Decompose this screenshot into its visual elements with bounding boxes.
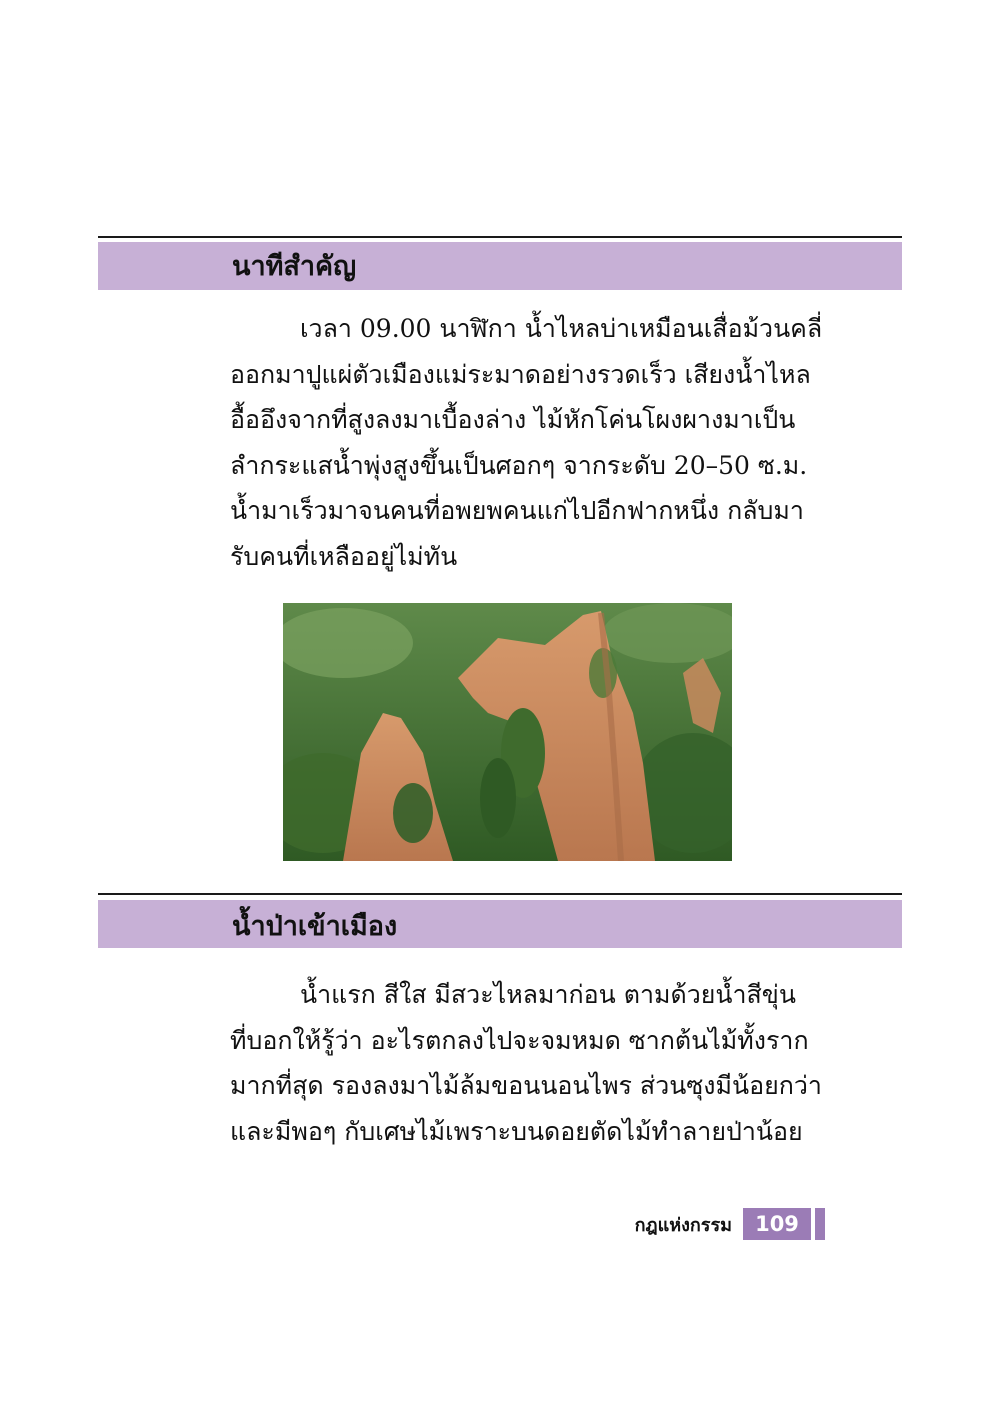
page-number: 109 [743,1208,811,1240]
section-rule [98,236,902,238]
paragraph-line: ลำกระแสน้ำพุ่งสูงขึ้นเป็นศอกๆ จากระดับ 20–50 ซ.ม. [230,450,808,480]
paragraph-line: มากที่สุด รองลงมาไม้ล้มขอนนอนไพร ส่วนซุงมีน้อยกว่า [230,1071,822,1100]
section-heading-band [98,900,902,948]
paragraph-line: น้ำมาเร็วมาจนคนที่อพยพคนแก่ไปอีกฟากหนึ่ง กลับมา [230,496,804,525]
paragraph-line: ออกมาปูแผ่ตัวเมืองแม่ระมาดอย่างรวดเร็ว เสียงน้ำไหล [230,359,811,389]
section-heading: น้ำป่าเข้าเมือง [232,911,398,942]
paragraph-line: น้ำแรก สีใส มีสวะไหลมาก่อน ตามด้วยน้ำสีขุ่น [300,980,796,1009]
paragraph-line: ที่บอกให้รู้ว่า อะไรตกลงไปจะจมหมด ซากต้นไม้ทั้งราก [230,1025,809,1055]
page-number-bar [815,1208,825,1240]
section-heading: นาทีสำคัญ [232,251,357,282]
book-title: กฎแห่งกรรม [634,1215,732,1236]
body-paragraph [230,972,822,1154]
body-paragraph [230,306,823,579]
paragraph-line: เวลา 09.00 นาฬิกา น้ำไหลบ่าเหมือนเสื่อม้วนคลี่ [300,314,823,343]
paragraph-line: อื้ออึงจากที่สูงลงมาเบื้องล่าง ไม้หักโค่นโผงผางมาเป็น [230,405,796,434]
section-heading-band [98,242,902,290]
paragraph-line: รับคนที่เหลืออยู่ไม่ทัน [230,541,458,571]
paragraph-line: และมีพอๆ กับเศษไม้เพราะบนดอยตัดไม้ทำลายป่าน้อย [230,1116,803,1146]
section-rule [98,893,902,895]
landslide-photo [283,603,732,861]
